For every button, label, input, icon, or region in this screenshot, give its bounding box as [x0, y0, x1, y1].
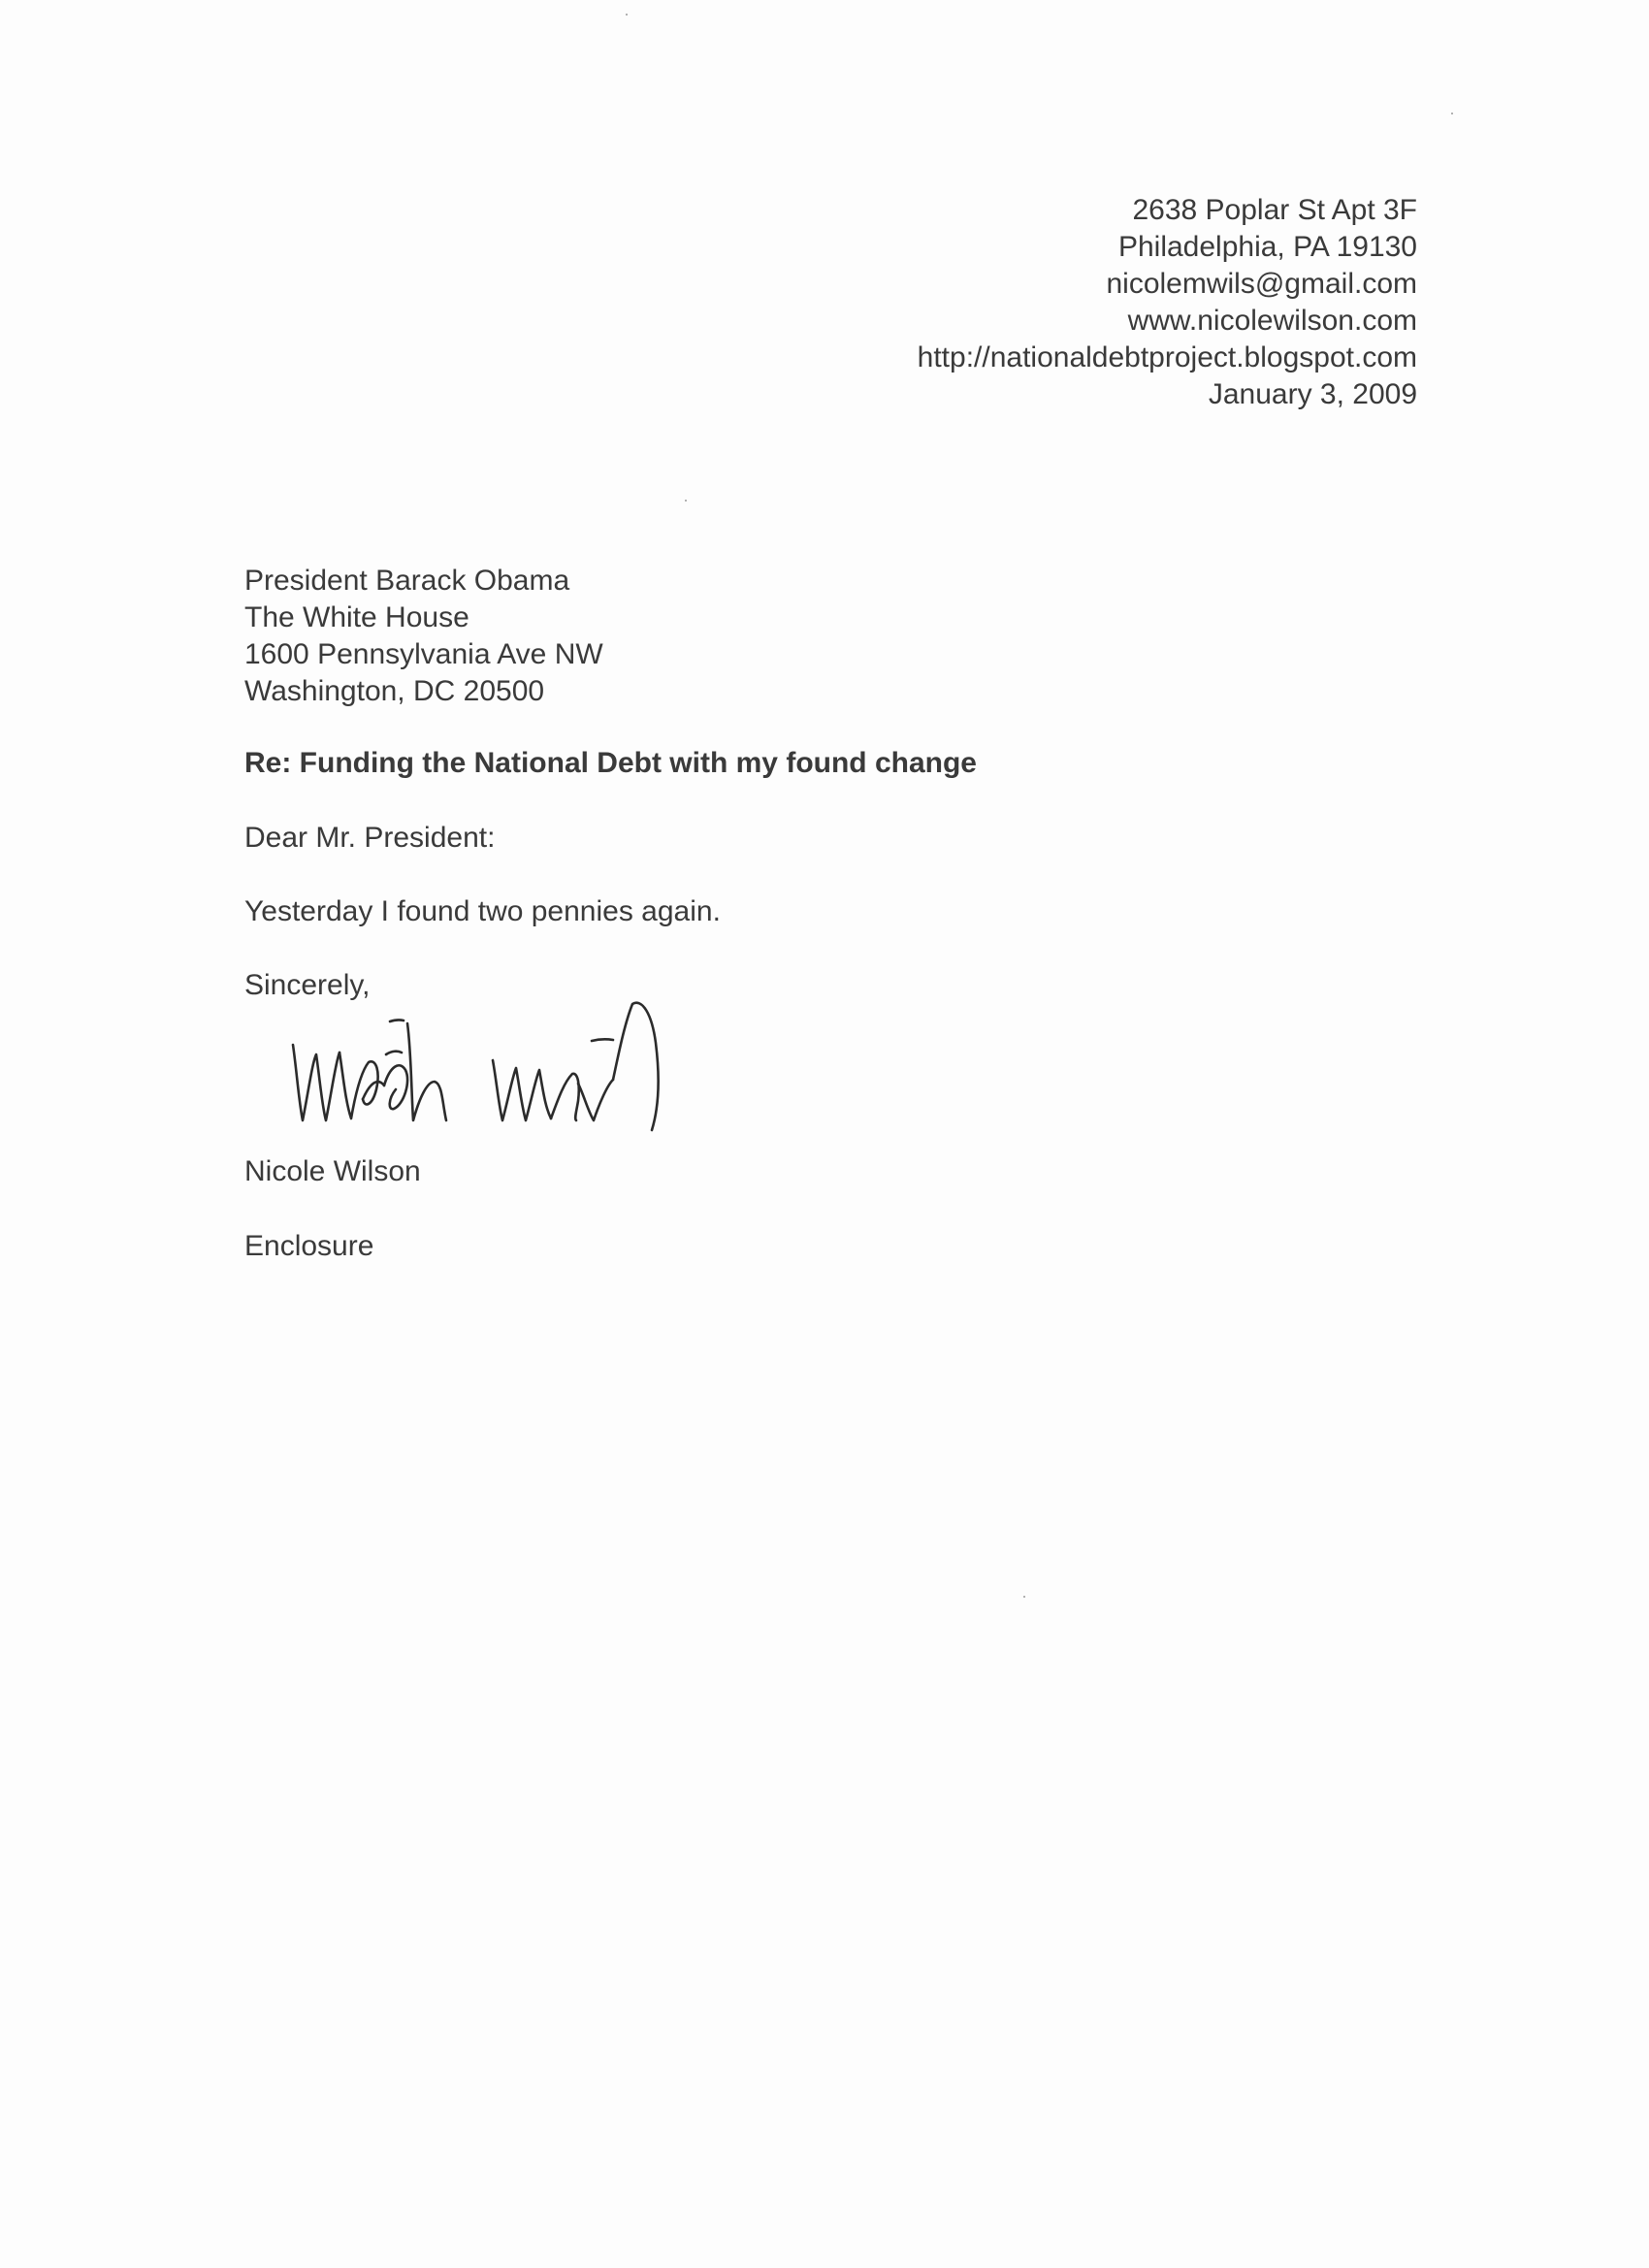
sender-city: Philadelphia, PA 19130: [1117, 231, 1417, 263]
recipient-name: President Barack Obama: [244, 565, 570, 597]
enclosure-note: Enclosure: [244, 1230, 374, 1262]
sender-email: nicolemwils@gmail.com: [1106, 268, 1417, 300]
recipient-address-block: [244, 563, 603, 710]
scan-speck: [1451, 113, 1453, 114]
sender-website: www.nicolewilson.com: [1127, 305, 1417, 337]
sender-blog: http://nationaldebtproject.blogspot.com: [917, 341, 1417, 373]
sender-street: 2638 Poplar St Apt 3F: [1132, 194, 1417, 226]
letter-date: January 3, 2009: [1208, 378, 1417, 410]
scan-speck: [1023, 1596, 1025, 1598]
closing: Sincerely,: [244, 969, 371, 1001]
scan-speck: [685, 500, 687, 502]
handwritten-signature: [283, 985, 797, 1140]
recipient-street: 1600 Pennsylvania Ave NW: [244, 638, 603, 670]
subject-line: Re: Funding the National Debt with my found change: [244, 747, 977, 779]
recipient-city: Washington, DC 20500: [244, 675, 545, 707]
salutation: Dear Mr. President:: [244, 822, 496, 854]
signer-name: Nicole Wilson: [244, 1155, 421, 1187]
letter-body: Yesterday I found two pennies again.: [244, 895, 721, 927]
scan-speck: [626, 14, 628, 16]
sender-address-block: [918, 192, 1417, 413]
recipient-organization: The White House: [244, 601, 469, 633]
